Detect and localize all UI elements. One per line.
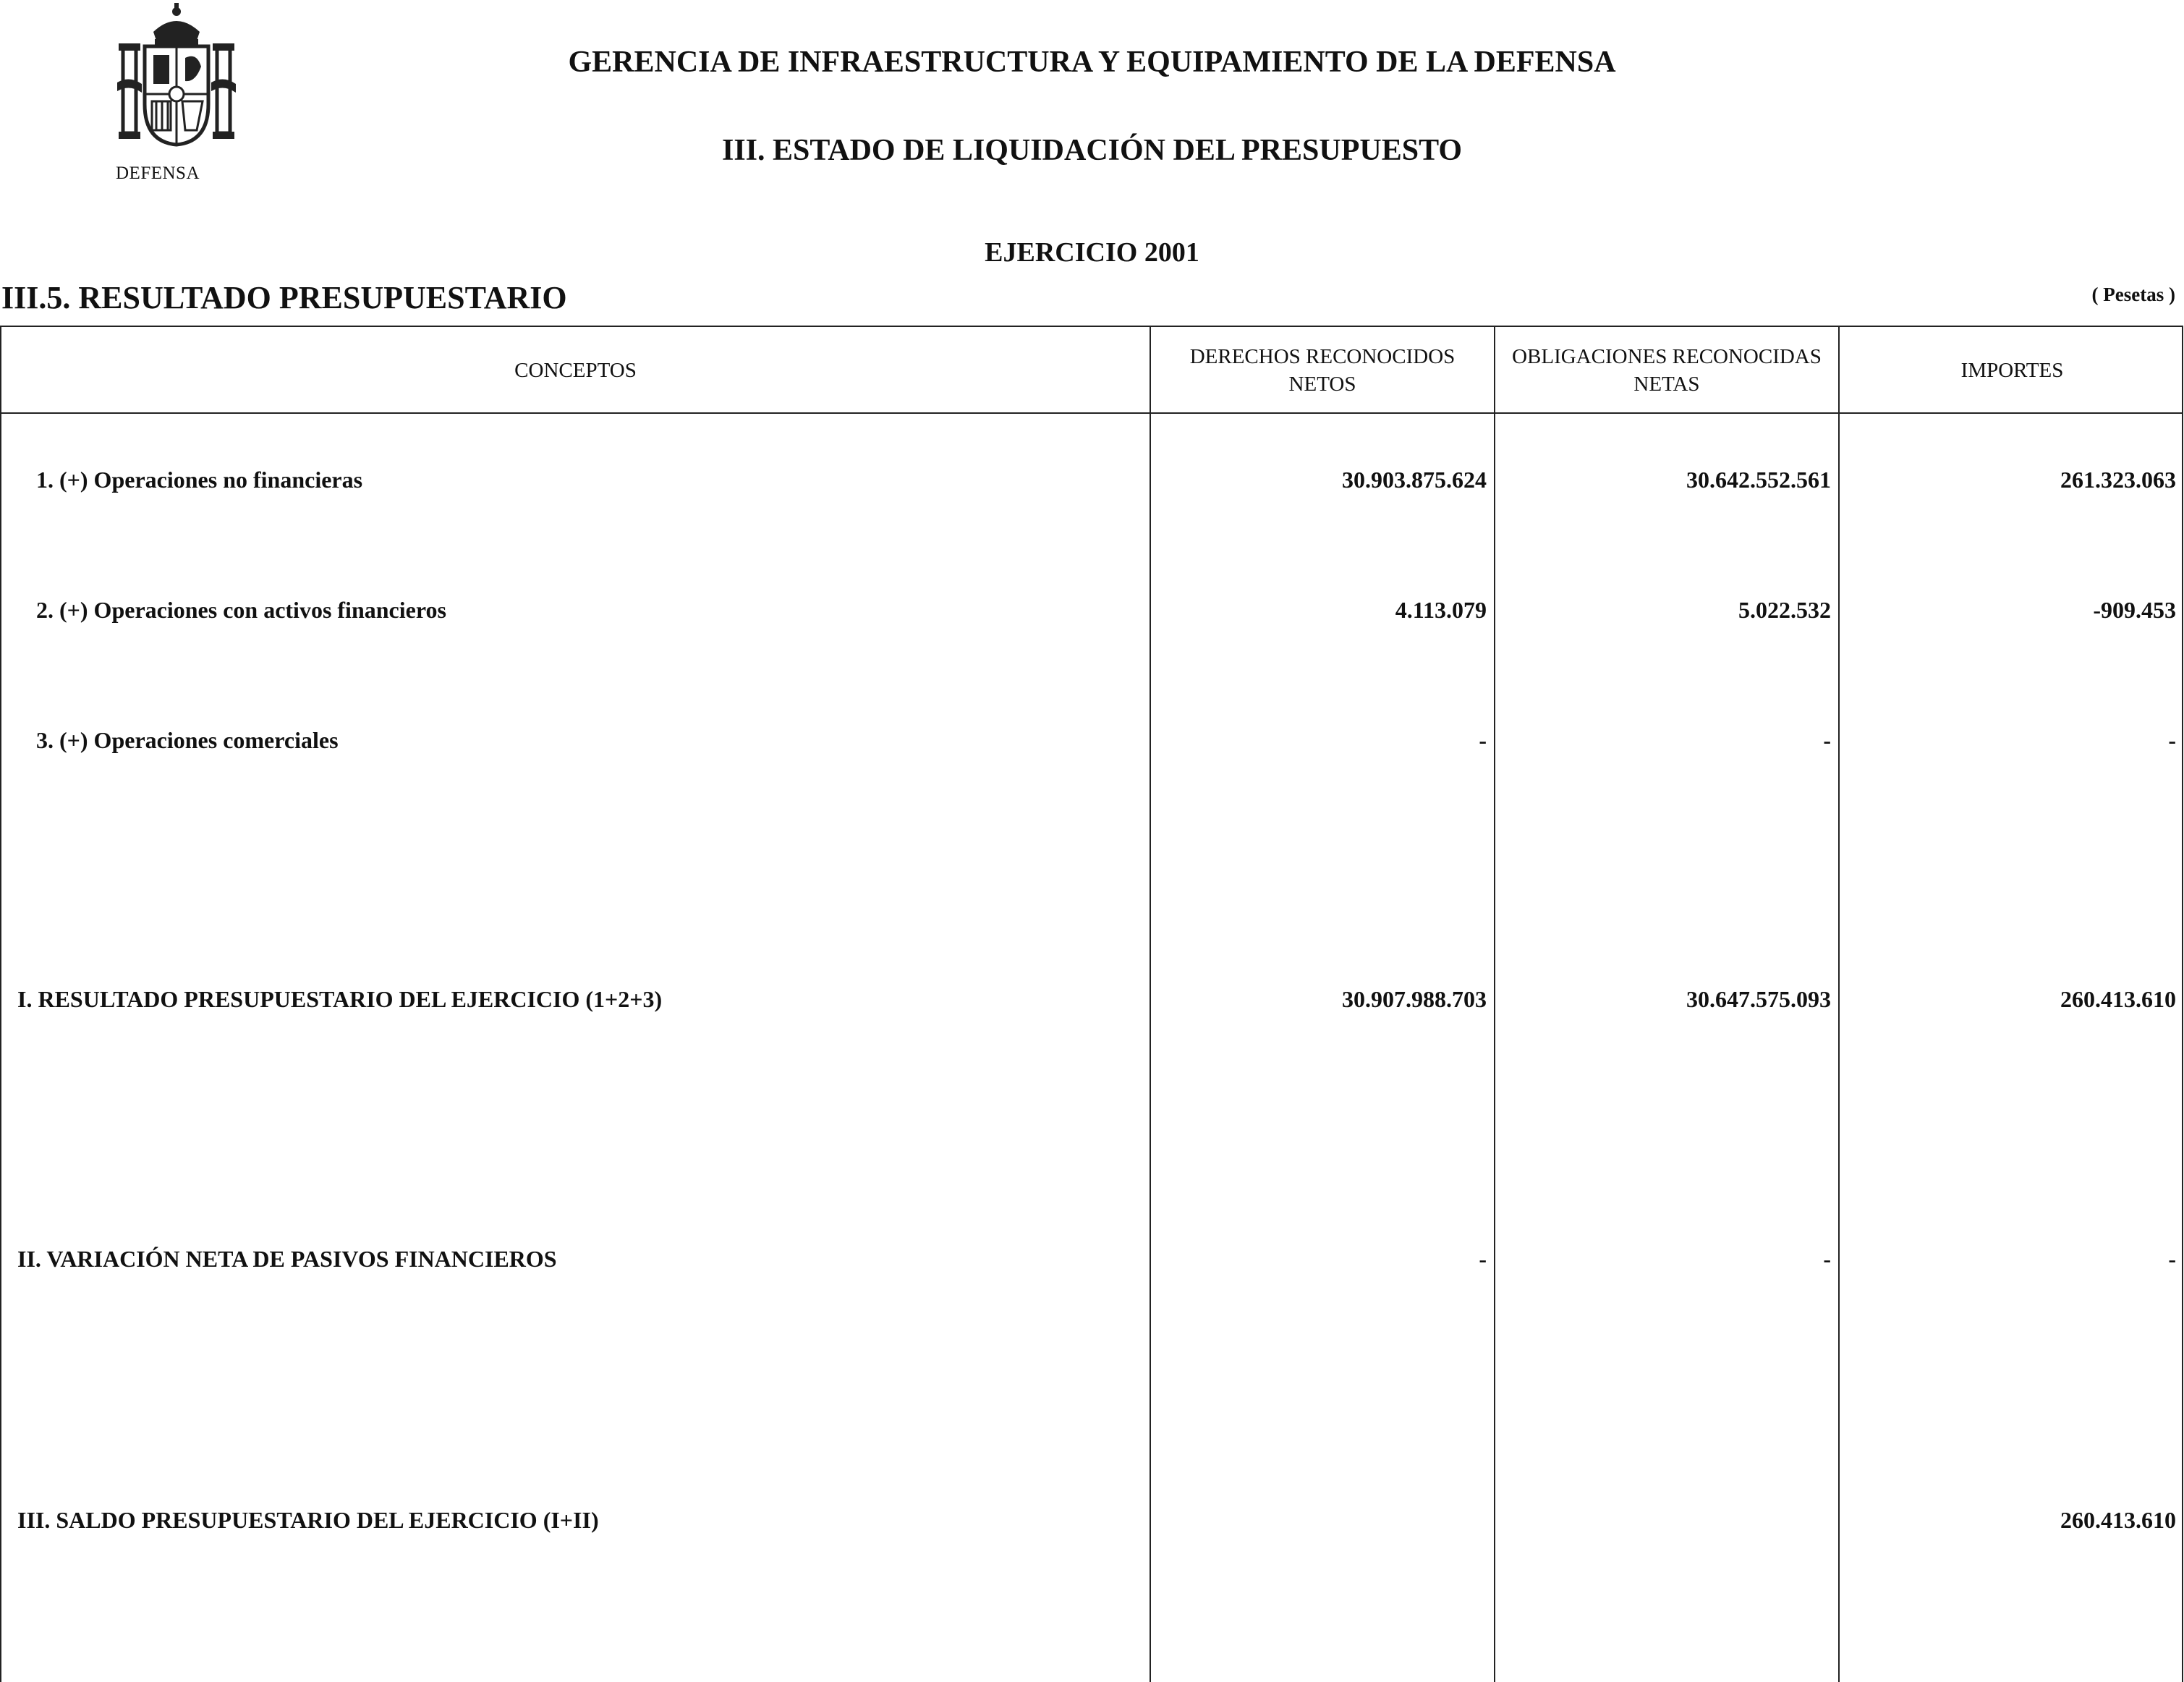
derechos-value: 30.907.988.703: [1342, 986, 1487, 1012]
section-title: III.5. RESULTADO PRESUPUESTARIO: [1, 280, 567, 315]
row-label: II. VARIACIÓN NETA DE PASIVOS FINANCIEROS: [17, 1246, 557, 1272]
row-label: I. RESULTADO PRESUPUESTARIO DEL EJERCICIO (1+2+3): [17, 986, 663, 1012]
obligaciones-value: 30.647.575.093: [1686, 986, 1831, 1012]
importes-value: -909.453: [2093, 597, 2176, 623]
table-row: [1, 1246, 2184, 1278]
derechos-value: 4.113.079: [1395, 597, 1487, 623]
row-label: 3. (+) Operaciones comerciales: [36, 727, 339, 753]
header-derechos-line1: DERECHOS RECONOCIDOS: [1189, 345, 1456, 368]
organization-title-text: GERENCIA DE INFRAESTRUCTURA Y EQUIPAMIENTO DE LA DEFENSA: [568, 46, 1616, 79]
crest-label: DEFENSA: [116, 163, 200, 183]
importes-value: -: [2168, 727, 2176, 753]
budget-result-table: [0, 326, 2183, 1682]
row-label: 1. (+) Operaciones no financieras: [36, 467, 363, 493]
table-row: [1, 727, 2184, 759]
document-title: [0, 133, 2184, 168]
currency-units: ( Pesetas ): [2091, 284, 2175, 305]
derechos-value: -: [1479, 727, 1487, 753]
header-obligaciones: [1495, 327, 1838, 414]
obligaciones-value: 30.642.552.561: [1686, 467, 1831, 493]
header-conceptos-label: CONCEPTOS: [514, 359, 637, 382]
header-derechos-line2: NETOS: [1288, 373, 1356, 396]
header-importes: [1840, 327, 2184, 414]
table-row: [1, 986, 2184, 1018]
derechos-value: -: [1479, 1246, 1487, 1272]
document-title-text: III. ESTADO DE LIQUIDACIÓN DEL PRESUPUESTO: [721, 134, 1463, 167]
header-importes-label: IMPORTES: [1960, 359, 2064, 382]
table-row: [1, 1507, 2184, 1539]
fiscal-year: [0, 237, 2184, 268]
header-obligaciones-line1: OBLIGACIONES RECONOCIDAS: [1512, 345, 1822, 368]
obligaciones-value: -: [1823, 727, 1831, 753]
header-derechos: [1151, 327, 1494, 414]
row-label: 2. (+) Operaciones con activos financieros: [36, 597, 446, 623]
header-obligaciones-line2: NETAS: [1633, 373, 1700, 396]
importes-value: -: [2168, 1246, 2176, 1272]
importes-value: 260.413.610: [2060, 1507, 2176, 1533]
derechos-value: 30.903.875.624: [1342, 467, 1487, 493]
header-conceptos: [1, 327, 1150, 414]
fiscal-year-text: EJERCICIO 2001: [985, 237, 1199, 268]
importes-value: 260.413.610: [2060, 986, 2176, 1012]
importes-value: 261.323.063: [2060, 467, 2176, 493]
table-row: [1, 597, 2184, 629]
organization-title: [0, 45, 2184, 80]
row-label: III. SALDO PRESUPUESTARIO DEL EJERCICIO (I+II): [17, 1507, 599, 1533]
obligaciones-value: -: [1823, 1246, 1831, 1272]
table-row: [1, 467, 2184, 498]
obligaciones-value: 5.022.532: [1738, 597, 1831, 623]
